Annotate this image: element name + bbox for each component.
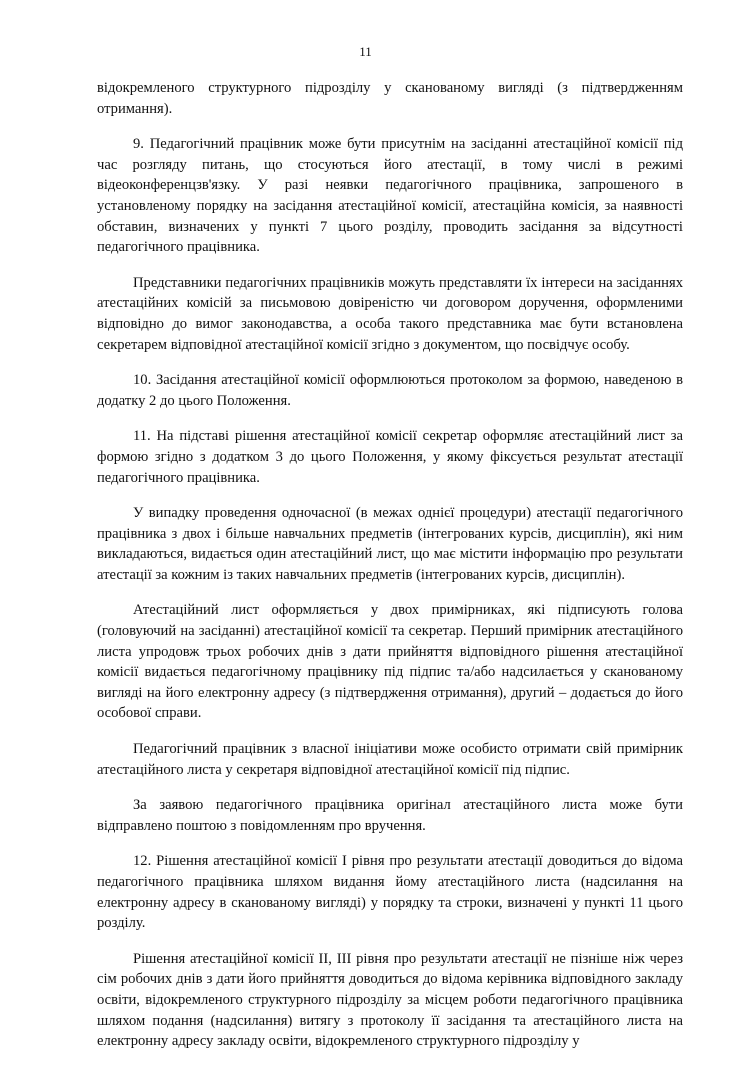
paragraph-item-10: 10. Засідання атестаційної комісії оформлюються протоколом за формою, наведеною в додатку 2 до цього Положення.: [97, 372, 683, 409]
paragraph-item-9: 9. Педагогічний працівник може бути присутнім на засіданні атестаційної комісії під час розгляду питань, що стосуються його атестації, в тому числі в режимі відеоконференцзв'язку. У разі неявки педагогічного працівника, запрошеного в установленому порядку на засідання атестаційної комісії, атестаційна комісія, за наявності обставин, визначених у пункті 7 цього розділу, проводить засідання за відсутності педагогічного працівника.: [97, 136, 683, 256]
paragraph-mail-original: За заявою педагогічного працівника оригінал атестаційного листа може бути відправлено поштою з повідомленням про вручення.: [97, 797, 683, 834]
document-body: [97, 78, 683, 1067]
paragraph-attestation-sheet-copies: Атестаційний лист оформляється у двох примірниках, які підписують голова (головуючий на засіданні) атестаційної комісії та секретар. Перший примірник атестаційного листа упродовж трьох робочих днів з дати прийняття відповідного рішення атестаційної комісії видається педагогічному працівнику під підпис та/або надсилається у сканованому вигляді на його електронну адресу (з підтвердження отримання), другий – додається до його особової справи.: [97, 602, 683, 722]
paragraph-item-12: 12. Рішення атестаційної комісії I рівня про результати атестації доводиться до відома педагогічного працівника шляхом видання йому атестаційного листа (надсилання на електронну адресу в сканованому вигляді) у порядку та строки, визначені у пункті 11 цього розділу.: [97, 853, 683, 932]
paragraph-continuation: відокремленого структурного підрозділу у сканованому вигляді (з підтвердженням отримання).: [97, 80, 683, 117]
page-number: 11: [359, 44, 372, 59]
paragraph-level-2-3-decision: Рішення атестаційної комісії II, III рівня про результати атестації не пізніше ніж через сім робочих днів з дати його прийняття доводиться до відома керівника відповідного закладу освіти, відокремленого структурного підрозділу за місцем роботи педагогічного працівника шляхом подання (надсилання) витягу з протоколу її засідання та атестаційного листа на електронну адресу закладу освіти, відокремленого структурного підрозділу у: [97, 950, 683, 1050]
paragraph-personal-copy: Педагогічний працівник з власної ініціативи може особисто отримати свій примірник атестаційного листа у секретаря відповідної атестаційної комісії під підпис.: [97, 741, 683, 778]
paragraph-multiple-subjects: У випадку проведення одночасної (в межах однієї процедури) атестації педагогічного працівника з двох і більше навчальних предметів (інтегрованих курсів, дисциплін), які ним викладаються, видається один атестаційний лист, що має містити інформацію про результати атестації за кожним із таких навчальних предметів (інтегрованих курсів, дисциплін).: [97, 505, 683, 583]
paragraph-representatives: Представники педагогічних працівників можуть представляти їх інтереси на засіданнях атестаційних комісій за письмовою довіреністю чи договором доручення, оформленими відповідно до вимог законодавства, а особа такого представника має бути встановлена секретарем відповідної атестаційної комісії згідно з документом, що посвідчує особу.: [97, 274, 683, 353]
paragraph-item-11: 11. На підставі рішення атестаційної комісії секретар оформляє атестаційний лист за формою згідно з додатком 3 до цього Положення, у якому фіксується результат атестації педагогічного працівника.: [97, 428, 683, 486]
